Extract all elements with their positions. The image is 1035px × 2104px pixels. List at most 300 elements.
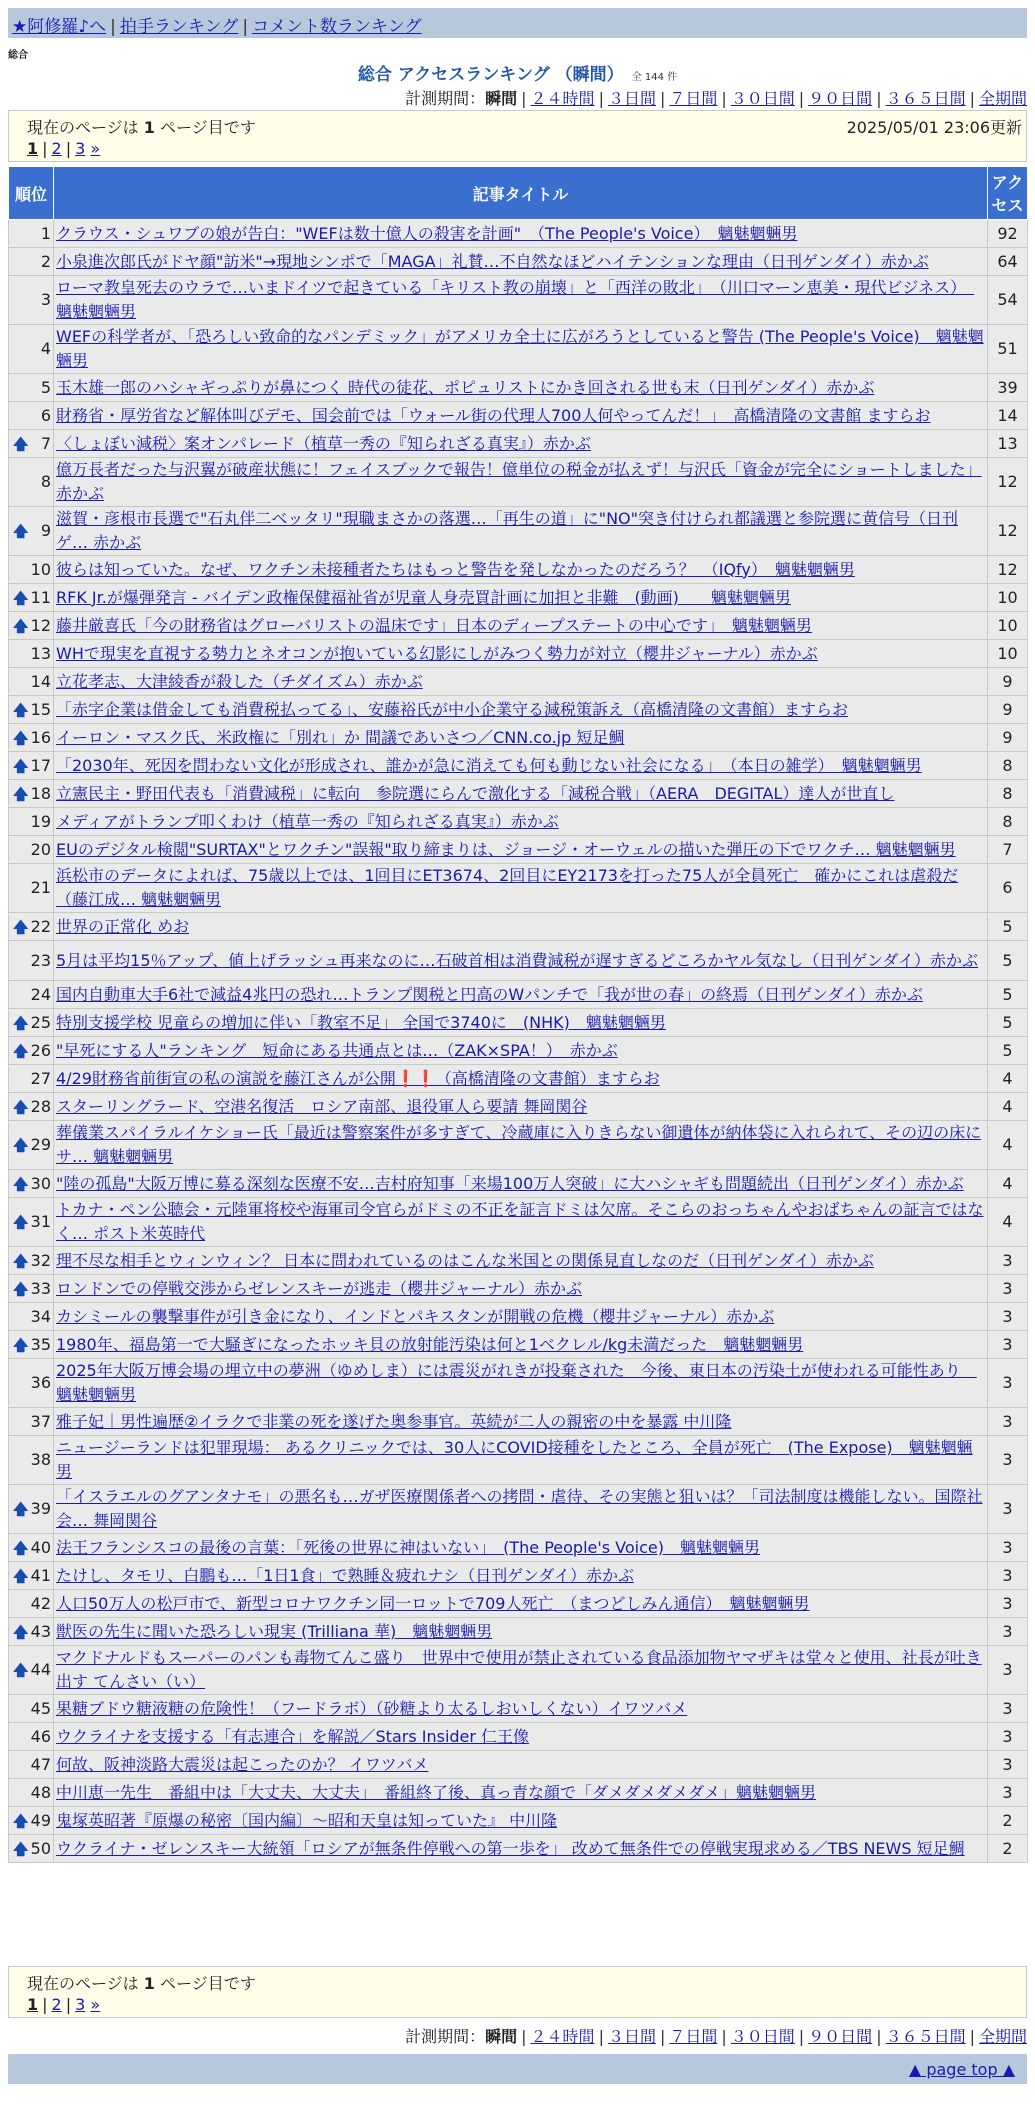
title-cell <box>54 696 988 724</box>
article-title-link[interactable]: EUのデジタル検閲"SURTAX"とワクチン"誤報"取り締まりは、ジョージ・オーウェルの描いた弾圧の下でワクチ… 魑魅魍魎男 <box>56 839 956 859</box>
table-row <box>9 668 1028 696</box>
access-count: 54 <box>988 276 1028 325</box>
article-title-link[interactable]: 特別支援学校 児童らの増加に伴い「教室不足」 全国で3740に (NHK) 魑魅魍魎男 <box>56 1012 666 1032</box>
access-count: 12 <box>988 458 1028 507</box>
rank-cell <box>9 507 54 556</box>
title-cell <box>54 1009 988 1037</box>
table-row <box>9 1093 1028 1121</box>
separator: | <box>721 2027 727 2046</box>
header-rank: 順位 <box>9 167 54 220</box>
article-title-link[interactable]: 国内自動車大手6社で減益4兆円の恐れ…トランプ関税と円高のWパンチで「我が世の春」の終焉（日刊ゲンダイ）赤かぶ <box>56 984 923 1004</box>
article-title-link[interactable]: 藤井厳喜氏「今の財務省はグローバリストの温床です」日本のディープステートの中心です」 魑魅魍魎男 <box>56 615 812 635</box>
rank-up-arrow-icon: 🡅 <box>13 1279 29 1298</box>
rank-cell <box>9 325 54 374</box>
table-row <box>9 1590 1028 1618</box>
rank-up-arrow-icon: 🡅 <box>13 1097 29 1116</box>
access-count: 3 <box>988 1562 1028 1590</box>
rank-cell <box>9 1170 54 1198</box>
total-count: 全 144 件 <box>631 72 678 83</box>
clap-ranking-link[interactable]: 拍手ランキング <box>119 17 239 37</box>
rank-cell <box>9 1275 54 1303</box>
period-current: 瞬間 <box>485 2027 518 2046</box>
table-row <box>9 612 1028 640</box>
title-cell <box>54 325 988 374</box>
title-cell <box>54 1359 988 1408</box>
article-title-link[interactable]: ウクライナ・ゼレンスキー大統領「ロシアが無条件停戦への第一歩を」 改めて無条件での停戦実現求める／TBS NEWS 短足鯛 <box>56 1838 965 1858</box>
table-row <box>9 220 1028 248</box>
period-current: 瞬間 <box>485 89 518 108</box>
table-row <box>9 1275 1028 1303</box>
rank-number: 45 <box>30 1698 51 1718</box>
table-row <box>9 696 1028 724</box>
article-title-link[interactable]: 立憲民主・野田代表も「消費減税」に転向 参院選にらんで激化する「減税合戦」（AERA DEGITAL）達人が世直し <box>56 783 895 803</box>
title-cell <box>54 276 988 325</box>
article-title-link[interactable]: カシミールの襲撃事件が引き金になり、インドとパキスタンが開戦の危機（櫻井ジャーナル）赤かぶ <box>56 1306 775 1326</box>
rank-cell <box>9 1198 54 1247</box>
page-link[interactable]: 3 <box>75 1995 86 2014</box>
title-cell <box>54 1247 988 1275</box>
article-title-link[interactable]: ロンドンでの停戦交渉からゼレンスキーが逃走（櫻井ジャーナル）赤かぶ <box>56 1278 583 1298</box>
period-link[interactable]: ３日間 <box>607 2027 656 2046</box>
table-row <box>9 864 1028 913</box>
title-cell <box>54 458 988 507</box>
article-title-link[interactable]: 世界の正常化 めお <box>56 916 190 936</box>
access-count: 4 <box>988 1065 1028 1093</box>
title-cell <box>54 402 988 430</box>
article-title-link[interactable]: 玉木雄一郎のハシャギっぷりが鼻につく 時代の徒花、ポピュリストにかき回される世も末（日刊ゲンダイ）赤かぶ <box>56 377 875 397</box>
rank-number: 43 <box>30 1621 51 1641</box>
title-cell <box>54 1534 988 1562</box>
table-row <box>9 1436 1028 1485</box>
article-title-link[interactable]: ローマ教皇死去のウラで…いまドイツで起きている「キリスト教の崩壊」と「西洋の敗北」 （川口マーン恵美・現代ビジネス） 魑魅魍魎男 <box>56 278 975 321</box>
rank-cell <box>9 696 54 724</box>
rank-up-arrow-icon: 🡅 <box>13 784 29 803</box>
access-count: 10 <box>988 612 1028 640</box>
separator: | <box>659 89 666 108</box>
article-title-link[interactable]: 獣医の先生に聞いた恐ろしい現実 (Trilliana 華) 魑魅魍魎男 <box>56 1621 493 1641</box>
article-title-link[interactable]: 4/29財務省前街宣の私の演説を藤江さんが公開❗❗（高橋清隆の文書館）ますらお <box>56 1068 660 1088</box>
separator: | <box>521 2027 527 2046</box>
access-count: 92 <box>988 220 1028 248</box>
separator: | <box>521 89 527 108</box>
title-cell <box>54 430 988 458</box>
period-link[interactable]: ３６５日間 <box>885 89 966 108</box>
title-cell <box>54 1485 988 1534</box>
rank-up-arrow-icon: 🡅 <box>13 1622 29 1641</box>
separator: | <box>659 2027 666 2046</box>
separator: | <box>242 17 249 37</box>
rank-cell <box>9 780 54 808</box>
access-count: 4 <box>988 1170 1028 1198</box>
access-count: 2 <box>988 1807 1028 1835</box>
table-row <box>9 1331 1028 1359</box>
rank-number: 20 <box>30 839 51 859</box>
access-count: 3 <box>988 1303 1028 1331</box>
title-cell <box>54 612 988 640</box>
period-link[interactable]: ２４時間 <box>530 89 595 108</box>
access-count: 3 <box>988 1695 1028 1723</box>
article-title-link[interactable]: 中川恵一先生 番組中は「大丈夫、大丈夫」 番組終了後、真っ青な顔で「ダメダメダメダメ」魑魅魍魎男 <box>56 1782 817 1802</box>
table-row <box>9 1646 1028 1695</box>
article-title-link[interactable]: 〈しょぼい減税〉案オンパレード（植草一秀の『知られざる真実』）赤かぶ <box>56 433 591 453</box>
table-row <box>9 1198 1028 1247</box>
rank-number: 47 <box>30 1754 51 1774</box>
article-title-link[interactable]: イーロン・マスク氏、米政権に「別れ」か 間議であいさつ／CNN.co.jp 短足鯛 <box>56 727 625 747</box>
article-title-link[interactable]: 鬼塚英昭著『原爆の秘密〔国内編〕～昭和天皇は知っていた』 中川隆 <box>56 1810 558 1830</box>
table-row <box>9 913 1028 941</box>
rank-number: 33 <box>30 1278 51 1298</box>
period-link[interactable]: ２４時間 <box>530 2027 595 2046</box>
table-row <box>9 276 1028 325</box>
access-count: 13 <box>988 430 1028 458</box>
article-title-link[interactable]: WHで現実を直視する勢力とネオコンが抱いている幻影にしがみつく勢力が対立（櫻井ジャーナル）赤かぶ <box>56 643 818 663</box>
rank-up-arrow-icon: 🡅 <box>13 1661 29 1679</box>
title-cell <box>54 220 988 248</box>
rank-number: 10 <box>30 559 51 579</box>
rank-number: 5 <box>40 377 51 397</box>
separator: | <box>969 89 975 108</box>
rank-up-arrow-icon: 🡅 <box>13 728 29 747</box>
title-cell <box>54 724 988 752</box>
table-row <box>9 941 1028 981</box>
period-link[interactable]: ３日間 <box>607 89 656 108</box>
period-link[interactable]: ３０日間 <box>730 2027 795 2046</box>
rank-cell <box>9 668 54 696</box>
pagination <box>27 139 100 158</box>
rank-cell <box>9 1093 54 1121</box>
rank-cell <box>9 1590 54 1618</box>
rank-cell <box>9 220 54 248</box>
period-link[interactable]: 全期間 <box>978 2027 1027 2046</box>
header-access: アクセス <box>988 167 1028 220</box>
rank-cell <box>9 458 54 507</box>
access-count: 3 <box>988 1590 1028 1618</box>
access-count: 3 <box>988 1751 1028 1779</box>
rank-number: 37 <box>30 1411 51 1431</box>
access-count: 3 <box>988 1646 1028 1695</box>
rank-cell <box>9 584 54 612</box>
period-link[interactable]: ３６５日間 <box>885 2027 966 2046</box>
access-count: 3 <box>988 1485 1028 1534</box>
title-cell <box>54 1170 988 1198</box>
current-page-number: 1 <box>143 1974 155 1993</box>
rank-number: 4 <box>40 339 51 358</box>
access-count: 3 <box>988 1618 1028 1646</box>
article-title-link[interactable]: 果糖ブドウ糖液糖の危険性！（フードラボ）（砂糖より太るしおいしくない）イワツバメ <box>56 1698 688 1718</box>
rank-number: 6 <box>40 405 51 425</box>
article-title-link[interactable]: 浜松市のデータによれば、75歳以上では、1回目にET3674、2回目にEY2173を打った75人が全員死亡 確かにこれは虐殺だ（藤江成… 魑魅魍魎男 <box>56 866 959 909</box>
article-title-link[interactable]: "陸の孤島"大阪万博に募る深刻な医療不安…吉村府知事「来場100万人突破」に大ハシャギも問題続出（日刊ゲンダイ）赤かぶ <box>56 1173 964 1193</box>
rank-cell <box>9 808 54 836</box>
title-cell <box>54 1037 988 1065</box>
rank-up-arrow-icon: 🡅 <box>13 1839 29 1858</box>
rank-cell <box>9 430 54 458</box>
rank-number: 36 <box>30 1373 51 1392</box>
title-cell <box>54 913 988 941</box>
title-cell <box>54 556 988 584</box>
rank-cell <box>9 1751 54 1779</box>
ranking-table <box>8 166 1028 1863</box>
rank-cell <box>9 1646 54 1695</box>
rank-number: 21 <box>30 878 51 897</box>
rank-up-arrow-icon: 🡅 <box>13 616 29 635</box>
article-title-link[interactable]: 雅子妃｜男性遍歴②イラクで非業の死を遂げた奥参事官。英続が二人の親密の中を暴露 中川隆 <box>56 1411 732 1431</box>
rank-up-arrow-icon: 🡅 <box>13 588 29 607</box>
rank-cell <box>9 1485 54 1534</box>
rank-up-arrow-icon: 🡅 <box>13 1811 29 1830</box>
title-cell <box>54 1695 988 1723</box>
access-count: 12 <box>988 507 1028 556</box>
table-row <box>9 1723 1028 1751</box>
rank-cell <box>9 1009 54 1037</box>
access-count: 5 <box>988 981 1028 1009</box>
access-count: 3 <box>988 1331 1028 1359</box>
table-row <box>9 1751 1028 1779</box>
title-cell <box>54 1562 988 1590</box>
article-title-link[interactable]: 何故、阪神淡路大震災は起こったのか？ イワツバメ <box>56 1754 429 1774</box>
current-page-number: 1 <box>143 118 155 137</box>
access-count: 3 <box>988 1723 1028 1751</box>
rank-number: 26 <box>30 1040 51 1060</box>
rank-up-arrow-icon: 🡅 <box>13 1500 29 1518</box>
rank-cell <box>9 724 54 752</box>
rank-number: 38 <box>30 1450 51 1469</box>
access-count: 6 <box>988 864 1028 913</box>
article-title-link[interactable]: 「赤字企業は借金しても消費税払ってる」、安藤裕氏が中小企業守る減税策訴え（高橋清隆の文書館）ますらお <box>56 699 849 719</box>
access-count: 10 <box>988 640 1028 668</box>
rank-cell <box>9 374 54 402</box>
period-label: 計測期間： <box>405 2027 486 2046</box>
article-title-link[interactable]: 「2030年、死因を問わない文化が形成され、誰かが急に消えても何も動じない社会になる」 （本日の雑学） 魑魅魍魎男 <box>56 755 922 775</box>
rank-up-arrow-icon: 🡅 <box>13 1136 29 1154</box>
title-cell <box>54 1121 988 1170</box>
title-cell <box>54 584 988 612</box>
table-row <box>9 1485 1028 1534</box>
access-count: 9 <box>988 696 1028 724</box>
rank-cell <box>9 276 54 325</box>
rank-number: 2 <box>40 251 51 271</box>
rank-number: 39 <box>30 1499 51 1518</box>
rank-number: 25 <box>30 1012 51 1032</box>
separator: | <box>65 139 72 158</box>
home-link[interactable]: ★阿修羅♪へ <box>12 17 107 37</box>
article-title-link[interactable]: 葬儀業スパイラルイケショー氏「最近は警察案件が多すぎて、冷蔵庫に入りきらない御遺体が納体袋に入れられて、その辺の床にサ… 魑魅魍魎男 <box>56 1123 982 1166</box>
rank-number: 28 <box>30 1096 51 1116</box>
access-count: 10 <box>988 584 1028 612</box>
article-title-link[interactable]: 人口50万人の松戸市で、新型コロナワクチン同一ロットで709人死亡 （まつどしみん通信） 魑魅魍魎男 <box>56 1593 810 1613</box>
table-row <box>9 1618 1028 1646</box>
title-cell <box>54 507 988 556</box>
article-title-link[interactable]: 法王フランシスコの最後の言葉：「死後の世界に神はいない」 (The People's Voice) 魑魅魍魎男 <box>56 1537 761 1557</box>
page-link[interactable]: » <box>90 1995 101 2014</box>
article-title-link[interactable]: トカナ・ペン公聴会・元陸軍将校や海軍司令官らがドミの不正を証言ドミは欠席。そこらのおっちゃんやおばちゃんの証言ではなく… ポスト米英時代 <box>56 1200 984 1243</box>
access-count: 3 <box>988 1436 1028 1485</box>
access-count: 14 <box>988 402 1028 430</box>
title-cell <box>54 864 988 913</box>
rank-cell <box>9 1534 54 1562</box>
page-current: 1 <box>27 1995 39 2014</box>
rank-cell <box>9 1562 54 1590</box>
article-title-link[interactable]: 2025年大阪万博会場の埋立中の夢洲（ゆめしま）には震災がれきが投棄された 今後、東日本の汚染土が使われる可能性あり 魑魅魍魎男 <box>56 1361 977 1404</box>
article-title-link[interactable]: たけし、タモリ、白鵬も…「1日1食」で熟睡＆疲れナシ（日刊ゲンダイ）赤かぶ <box>56 1565 634 1585</box>
article-title-link[interactable]: 理不尽な相手とウィンウィン？ 日本に問われているのはこんな米国との関係見直しなのだ（日刊ゲンダイ）赤かぶ <box>56 1250 874 1270</box>
title-cell <box>54 1436 988 1485</box>
current-page-suffix: ページ目です <box>160 1974 256 1993</box>
table-row <box>9 1835 1028 1863</box>
page-link[interactable]: 2 <box>51 139 62 158</box>
access-count: 4 <box>988 1093 1028 1121</box>
article-title-link[interactable]: RFK Jr.が爆弾発言 - バイデン政権保健福祉省が児童人身売買計画に加担と非難 (動画) 魑魅魍魎男 <box>56 587 791 607</box>
article-title-link[interactable]: 彼らは知っていた。なぜ、ワクチン未接種者たちはもっと警告を発しなかったのだろう？ （IQfy） 魑魅魍魎男 <box>56 559 855 579</box>
rank-up-arrow-icon: 🡅 <box>13 1213 29 1231</box>
page-title-area <box>0 60 1035 85</box>
article-title-link[interactable]: 滋賀・彦根市長選で"石丸伴二ベッタリ"現職まさかの落選…「再生の道」に"NO"突き付けられ都議選と参院選に黄信号（日刊ゲ… 赤かぶ <box>56 509 959 552</box>
rank-up-arrow-icon: 🡅 <box>13 1041 29 1060</box>
access-count: 9 <box>988 724 1028 752</box>
access-count: 5 <box>988 1009 1028 1037</box>
rank-number: 1 <box>40 223 51 243</box>
rank-up-arrow-icon: 🡅 <box>13 1251 29 1270</box>
table-row <box>9 1408 1028 1436</box>
rank-number: 42 <box>30 1593 51 1613</box>
title-cell <box>54 836 988 864</box>
title-cell <box>54 780 988 808</box>
rank-number: 3 <box>40 290 51 309</box>
access-count: 4 <box>988 1198 1028 1247</box>
rank-up-arrow-icon: 🡅 <box>13 1174 29 1193</box>
access-count: 3 <box>988 1779 1028 1807</box>
rank-up-arrow-icon: 🡅 <box>13 1538 29 1557</box>
table-row <box>9 507 1028 556</box>
access-count: 64 <box>988 248 1028 276</box>
article-title-link[interactable]: WEFの科学者が、「恐ろしい致命的なパンデミック」がアメリカ全土に広がろうとしていると警告 (The People's Voice) 魑魅魍魎男 <box>56 327 984 370</box>
access-count: 5 <box>988 1037 1028 1065</box>
access-count: 3 <box>988 1408 1028 1436</box>
article-title-link[interactable]: ニュージーランドは犯罪現場： あるクリニックでは、30人にCOVID接種をしたところ、全員が死亡 (The Expose) 魑魅魍魎男 <box>56 1438 973 1481</box>
article-title-link[interactable]: スターリングラード、空港名復活 ロシア南部、退役軍人ら要請 舞岡関谷 <box>56 1096 588 1116</box>
rank-cell <box>9 402 54 430</box>
rank-number: 23 <box>30 950 51 970</box>
access-count: 3 <box>988 1247 1028 1275</box>
article-title-link[interactable]: 1980年、福島第一で大騒ぎになったホッキ貝の放射能汚染は何と1ベクレル/kg未満だった 魑魅魍魎男 <box>56 1334 804 1354</box>
title-cell <box>54 1303 988 1331</box>
current-page-suffix: ページ目です <box>160 118 256 137</box>
article-title-link[interactable]: クラウス・シュワブの娘が告白："WEFは数十億人の殺害を計画" （The People's Voice） 魑魅魍魎男 <box>56 223 798 243</box>
access-count: 3 <box>988 1275 1028 1303</box>
title-cell <box>54 668 988 696</box>
rank-number: 35 <box>30 1334 51 1354</box>
period-link[interactable]: ９０日間 <box>808 2027 873 2046</box>
table-row <box>9 640 1028 668</box>
comment-ranking-link[interactable]: コメント数ランキング <box>252 17 422 37</box>
rank-cell <box>9 941 54 981</box>
rank-up-arrow-icon: 🡅 <box>13 917 29 936</box>
rank-cell <box>9 1807 54 1835</box>
table-row <box>9 325 1028 374</box>
table-row <box>9 1247 1028 1275</box>
title-cell <box>54 248 988 276</box>
article-title-link[interactable]: メディアがトランプ叩くわけ（植草一秀の『知られざる真実』）赤かぶ <box>56 811 559 831</box>
article-title-link[interactable]: 財務省・厚労省など解体叫びデモ、国会前では「ウォール街の代理人700人何やってんだ！」 高橋清隆の文書館 ますらお <box>56 405 931 425</box>
rank-number: 44 <box>30 1660 51 1679</box>
access-count: 51 <box>988 325 1028 374</box>
rank-number: 15 <box>30 699 51 719</box>
article-title-link[interactable]: 「イスラエルのグアンタナモ」の悪名も…ガザ医療関係者への拷問・虐待、その実態と狙いは？「司法制度は機能しない。国際社会… 舞岡関谷 <box>56 1487 983 1530</box>
page-link[interactable]: 3 <box>75 139 86 158</box>
title-cell <box>54 1093 988 1121</box>
table-row <box>9 430 1028 458</box>
rank-number: 50 <box>30 1838 51 1858</box>
rank-cell <box>9 1247 54 1275</box>
article-title-link[interactable]: 小泉進次郎氏がドヤ顔"訪米"→現地シンポで「MAGA」礼賛…不自然なほどハイテンションな理由（日刊ゲンダイ）赤かぶ <box>56 251 929 271</box>
period-link[interactable]: ９０日間 <box>808 89 873 108</box>
article-title-link[interactable]: 億万長者だった与沢翼が破産状態に！フェイスブックで報告！億単位の税金が払えず！与沢氏「資金が完全にショートしました」 赤かぶ <box>56 460 982 503</box>
rank-number: 49 <box>30 1810 51 1830</box>
title-cell <box>54 981 988 1009</box>
rank-cell <box>9 1303 54 1331</box>
article-title-link[interactable]: マクドナルドもスーパーのパンも毒物てんこ盛り 世界中で使用が禁止されている食品添加物ヤマザキは堂々と使用、社長が吐き出す てんさい（い） <box>56 1648 982 1691</box>
page-info-top <box>8 110 1027 162</box>
access-count: 8 <box>988 808 1028 836</box>
pagination <box>27 1995 100 2014</box>
page-link[interactable]: 2 <box>51 1995 62 2014</box>
period-link[interactable]: ７日間 <box>669 2027 718 2046</box>
article-title-link[interactable]: ウクライナを支援する「有志連合」を解説／Stars Insider 仁王像 <box>56 1726 530 1746</box>
separator: | <box>110 17 116 37</box>
rank-cell <box>9 1408 54 1436</box>
article-title-link[interactable]: 5月は平均15％アップ、値上げラッシュ再来なのに…石破首相は消費減税が遅すぎるどころかヤル気なし（日刊ゲンダイ）赤かぶ <box>56 950 979 970</box>
page-current: 1 <box>27 139 39 158</box>
separator: | <box>798 2027 805 2046</box>
table-row <box>9 1037 1028 1065</box>
page-link[interactable]: » <box>90 139 101 158</box>
table-row <box>9 402 1028 430</box>
separator: | <box>65 1995 72 2014</box>
period-link[interactable]: ７日間 <box>669 89 718 108</box>
rank-number: 31 <box>30 1212 51 1231</box>
rank-cell <box>9 1065 54 1093</box>
rank-up-arrow-icon: 🡅 <box>13 700 29 719</box>
page-top-link[interactable]: ▲ page top ▲ <box>908 2060 1015 2079</box>
separator: | <box>721 89 727 108</box>
access-count: 7 <box>988 836 1028 864</box>
rank-number: 22 <box>30 916 51 936</box>
rank-number: 18 <box>30 783 51 803</box>
rank-up-arrow-icon: 🡅 <box>13 522 29 540</box>
rank-up-arrow-icon: 🡅 <box>13 1335 29 1354</box>
current-page-prefix: 現在のページは <box>27 1974 139 1993</box>
rank-cell <box>9 1618 54 1646</box>
access-count: 3 <box>988 1534 1028 1562</box>
rank-cell <box>9 1436 54 1485</box>
rank-up-arrow-icon: 🡅 <box>13 434 29 453</box>
article-title-link[interactable]: 立花孝志、大津綾香が殺した（チダイズム）赤かぶ <box>56 671 423 691</box>
article-title-link[interactable]: "早死にする人"ランキング 短命にある共通点とは…（ZAK×SPA！） 赤かぶ <box>56 1040 618 1060</box>
access-count: 2 <box>988 1835 1028 1863</box>
period-selector <box>405 86 1027 109</box>
access-count: 3 <box>988 1359 1028 1408</box>
title-cell <box>54 374 988 402</box>
period-link[interactable]: ３０日間 <box>730 89 795 108</box>
title-cell <box>54 1779 988 1807</box>
period-link[interactable]: 全期間 <box>978 89 1027 108</box>
rank-number: 48 <box>30 1782 51 1802</box>
table-row <box>9 1065 1028 1093</box>
rank-up-arrow-icon: 🡅 <box>13 756 29 775</box>
rank-number: 34 <box>30 1306 51 1326</box>
rank-cell <box>9 864 54 913</box>
rank-number: 40 <box>30 1537 51 1557</box>
